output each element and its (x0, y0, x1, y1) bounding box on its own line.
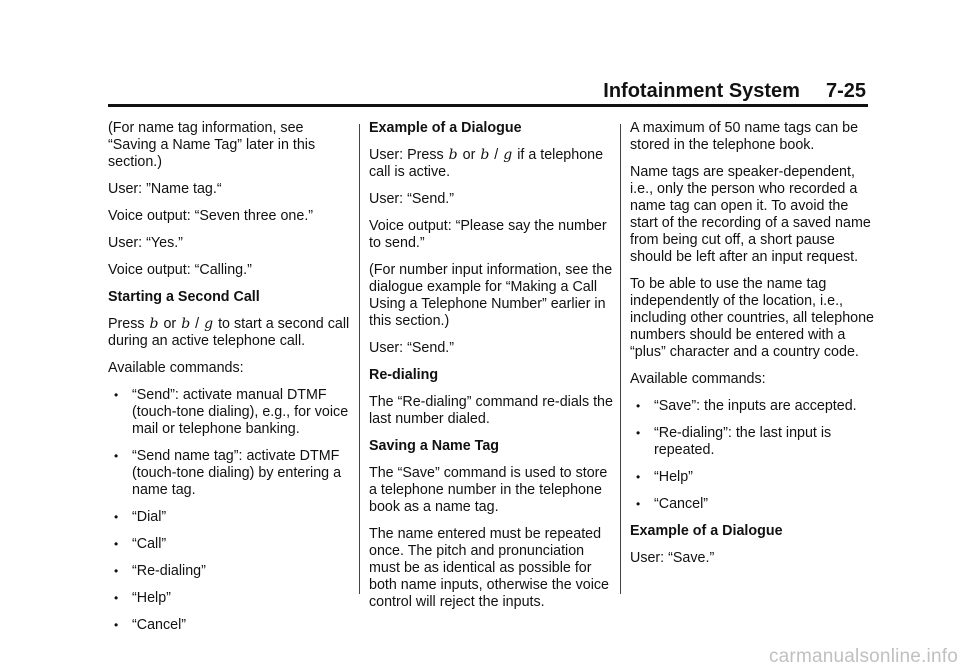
plus-country-code: To be able to use the name tag independently of the location, i.e., including other countries, all telephone numbers should be entered with a “plus” character and a country code. (630, 276, 875, 360)
heading-redialing: Re-dialing (369, 367, 439, 383)
user-yes: User: “Yes.” (108, 235, 183, 251)
list-item: • “Dial” (114, 509, 167, 525)
list-item: • “Cancel” (636, 496, 709, 512)
watermark: carmanualsonline.info (768, 646, 958, 667)
available-commands-label: Available commands: (630, 371, 766, 387)
voice-calling: Voice output: “Calling.” (108, 262, 252, 278)
column-divider-1 (359, 124, 360, 594)
header-rule (108, 104, 868, 107)
page-header (600, 80, 866, 103)
column-1 (108, 120, 353, 644)
list-item: • “Send name tag”: activate DTMF (touch-tone dialing) by entering a name tag. (114, 448, 342, 498)
user-name-tag: User: ”Name tag.“ (108, 181, 222, 197)
user-send-2: User: “Send.” (369, 340, 455, 356)
heading-saving-name-tag: Saving a Name Tag (369, 438, 500, 454)
list-item: • “Re-dialing”: the last input is repeated. (636, 425, 832, 458)
list-item: • “Save”: the inputs are accepted. (636, 398, 857, 414)
column-2 (369, 120, 614, 621)
redialing-text: The “Re-dialing” command re-dials the last number dialed. (369, 394, 613, 427)
talk-icon: b (448, 147, 458, 163)
list-item: • “Re-dialing” (114, 563, 206, 579)
section-title: Infotainment System (603, 80, 800, 102)
available-commands-label: Available commands: (108, 360, 244, 376)
list-item: • “Cancel” (114, 617, 187, 633)
end-call-icon: g (204, 316, 214, 332)
user-send: User: “Send.” (369, 191, 455, 207)
repeat-text: The name entered must be repeated once. The pitch and pronunciation must be as identical as possible for both name inputs, otherwise the voice control will reject the inputs. (369, 526, 610, 610)
talk-icon: b (149, 316, 159, 332)
heading-example-dialogue: Example of a Dialogue (369, 120, 522, 136)
number-input-info: (For number input information, see the dialogue example for “Making a Call Using a Telephone Number” earlier in this section.) (369, 262, 613, 329)
user-press-text: User: Press b or b / g if a telephone call is active. (369, 147, 604, 180)
voice-say-number: Voice output: “Please say the number to send.” (369, 218, 607, 251)
heading-example-dialogue-2: Example of a Dialogue (630, 523, 783, 539)
column-divider-2 (620, 124, 621, 594)
speaker-dependent: Name tags are speaker-dependent, i.e., only the person who recorded a name tag can open it. To avoid the start of the recording of a saved name from being cut off, a short pause should be left after an input request. (630, 164, 871, 265)
name-tag-info: (For name tag information, see “Saving a Name Tag” later in this section.) (108, 120, 316, 170)
end-call-icon: g (503, 147, 513, 163)
second-call-text: Press b or b / g to start a second call during an active telephone call. (108, 316, 350, 349)
heading-second-call: Starting a Second Call (108, 289, 260, 305)
voice-seven-three-one: Voice output: “Seven three one.” (108, 208, 314, 224)
user-save: User: “Save.” (630, 550, 715, 566)
talk-icon: b (181, 316, 191, 332)
list-item: • “Help” (114, 590, 171, 606)
column-3 (630, 120, 875, 577)
list-item: • “Help” (636, 469, 693, 485)
list-item: • “Call” (114, 536, 167, 552)
max-name-tags: A maximum of 50 name tags can be stored in the telephone book. (630, 120, 859, 153)
saving-text: The “Save” command is used to store a telephone number in the telephone book as a name tag. (369, 465, 608, 515)
list-item: • “Send”: activate manual DTMF (touch-tone dialing), e.g., for voice mail or telephone banking. (114, 387, 349, 437)
talk-icon: b (480, 147, 490, 163)
page-number: 7-25 (825, 80, 866, 102)
